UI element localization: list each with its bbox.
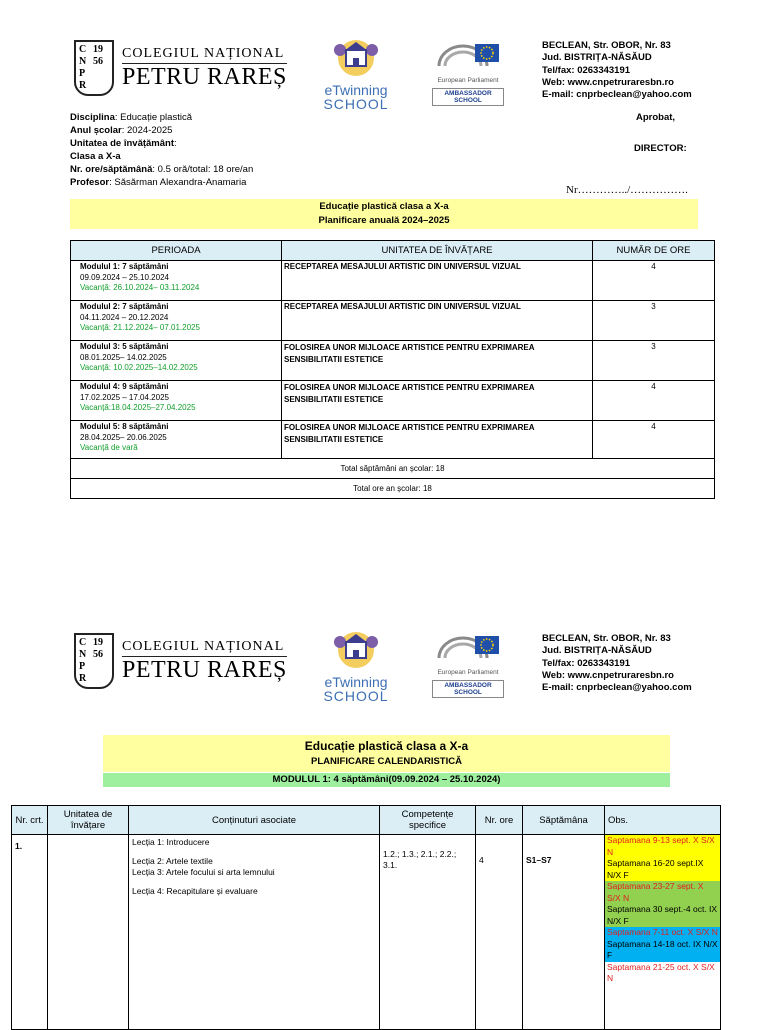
table-row: 1. Lecția 1: Introducere Lecția 2: Artele textile Lecția 3: Artele focului si arta lemnului Lecția 4: Recapitulare și evaluare 1.2.; 1.3.; 2.1.; 2.2.; 3.1. 4 S1–S7 Saptamana 9-13 sept. X S/X N Saptamana 16-20 sept.IX N/X F Saptamana 23-27 sept. X S/X N Saptamana 30 sept.-4 oct. IX N/X F Saptamana 7-11 oct. X S/X N Saptamana 14-18 oct. IX N/X F Saptamana 21-25 oct. X S/X N	[12, 835, 721, 1030]
table-row: Modulul 4: 9 săptămâni 17.02.2025 – 17.04.2025 Vacanță:18.04.2025–27.04.2025 FOLOSIREA UNOR MIJLOACE ARTISTICE PENTRU EXPRIMAREA SENSIBILITATII ESTETICE 4	[71, 381, 715, 421]
table-row: Modulul 5: 8 săptămâni 28.04.2025– 20.06.2025 Vacanță de vară FOLOSIREA UNOR MIJLOACE ARTISTICE PENTRU EXPRIMAREA SENSIBILITATII ESTETICE 4	[71, 421, 715, 459]
parliament-icon	[435, 628, 501, 664]
obs-week-note: Saptamana 23-27 sept. X S/X N	[605, 881, 720, 904]
lessons-cell: Lecția 1: Introducere Lecția 2: Artele textile Lecția 3: Artele focului si arta lemnului Lecția 4: Recapitulare și evaluare	[129, 835, 380, 1030]
etwinning-logo: eTwinning SCHOOL	[318, 628, 394, 703]
col-saptamana: Săptămâna	[523, 806, 605, 835]
etwinning-icon	[326, 36, 386, 78]
aprobat-label: Aprobat,	[636, 112, 676, 123]
annual-title: Educație plastică clasa a X-a Planificare anuală 2024–2025	[70, 199, 698, 229]
etwinning-logo: eTwinning SCHOOL	[318, 36, 394, 111]
european-parliament-logo: European Parliament AMBASSADOR SCHOOL	[432, 36, 504, 106]
col-unitate: UNITATEA DE ÎNVĂȚARE	[282, 241, 593, 261]
school-crest: C 19 N 56 P R	[74, 40, 114, 96]
document-meta: Disciplina: Educație plastică Anul școlar: 2024-2025 Unitatea de învățământ: Clasa a X-a Nr. ore/săptămână: 0.5 oră/total: 18 ore/an Profesor: Săsărman Alexandra-Anamaria	[70, 112, 254, 188]
col-competente: Competențe specifice	[380, 806, 476, 835]
etwinning-icon	[326, 628, 386, 670]
col-numar-ore: NUMĂR DE ORE	[593, 241, 715, 261]
module-title: MODULUL 1: 4 săptămâni(09.09.2024 – 25.10.2024)	[103, 773, 670, 787]
european-parliament-logo: European Parliament AMBASSADOR SCHOOL	[432, 628, 504, 698]
col-obs: Obs.	[605, 806, 721, 835]
calendar-table	[11, 805, 721, 1030]
calendar-title: Educație plastică clasa a X-a PLANIFICARE CALENDARISTICĂ	[103, 735, 670, 772]
obs-week-note: Saptamana 9-13 sept. X S/X N	[605, 835, 720, 858]
school-name: COLEGIUL NAȚIONAL PETRU RAREȘ	[122, 46, 287, 90]
school-logo	[74, 633, 287, 689]
obs-week-note: Saptamana 30 sept.-4 oct. IX N/X F	[605, 904, 720, 927]
parliament-icon	[435, 36, 501, 72]
contact-block: BECLEAN, Str. OBOR, Nr. 83 Jud. BISTRIȚA-NĂSĂUD Tel/fax: 0263343191 Web: www.cnpetruraresbn.ro E-mail: cnprbeclean@yahoo.com	[542, 40, 692, 101]
school-crest: C 19 N 56 P R	[74, 633, 114, 689]
school-logo	[74, 40, 287, 96]
obs-cell	[605, 835, 721, 1030]
annual-table	[70, 240, 715, 499]
school-name: COLEGIUL NAȚIONAL PETRU RAREȘ	[122, 639, 287, 683]
table-row: Modulul 2: 7 săptămâni 04.11.2024 – 20.12.2024 Vacanță: 21.12.2024– 07.01.2025 RECEPTAREA MESAJULUI ARTISTIC DIN UNIVERSUL VIZUAL 3	[71, 301, 715, 341]
col-perioada: PERIOADA	[71, 241, 282, 261]
table-row: Modulul 3: 5 săptămâni 08.01.2025– 14.02.2025 Vacanță: 10.02.2025–14.02.2025 FOLOSIREA UNOR MIJLOACE ARTISTICE PENTRU EXPRIMAREA SENSIBILITATII ESTETICE 3	[71, 341, 715, 381]
total-weeks: Total săptămâni an școlar: 18	[71, 459, 715, 479]
obs-week-note: Saptamana 7-11 oct. X S/X N	[605, 927, 720, 939]
obs-week-note: Saptamana 16-20 sept.IX N/X F	[605, 858, 720, 881]
col-nr-ore: Nr. ore	[476, 806, 523, 835]
col-continuturi: Conținuturi asociate	[129, 806, 380, 835]
contact-block: BECLEAN, Str. OBOR, Nr. 83 Jud. BISTRIȚA-NĂSĂUD Tel/fax: 0263343191 Web: www.cnpetruraresbn.ro E-mail: cnprbeclean@yahoo.com	[542, 633, 692, 694]
director-label: DIRECTOR:	[634, 143, 687, 154]
registration-number: Nr…………../…………….	[566, 184, 688, 196]
obs-week-note: Saptamana 21-25 oct. X S/X N	[605, 962, 720, 985]
obs-week-note: Saptamana 14-18 oct. IX N/X F	[605, 939, 720, 962]
col-unitate: Unitatea de învățare	[48, 806, 129, 835]
col-nr-crt: Nr. crt.	[12, 806, 48, 835]
total-hours: Total ore an școlar: 18	[71, 479, 715, 499]
table-row: Modulul 1: 7 săptămâni 09.09.2024 – 25.10.2024 Vacanță: 26.10.2024– 03.11.2024 RECEPTAREA MESAJULUI ARTISTIC DIN UNIVERSUL VIZUAL 4	[71, 261, 715, 301]
